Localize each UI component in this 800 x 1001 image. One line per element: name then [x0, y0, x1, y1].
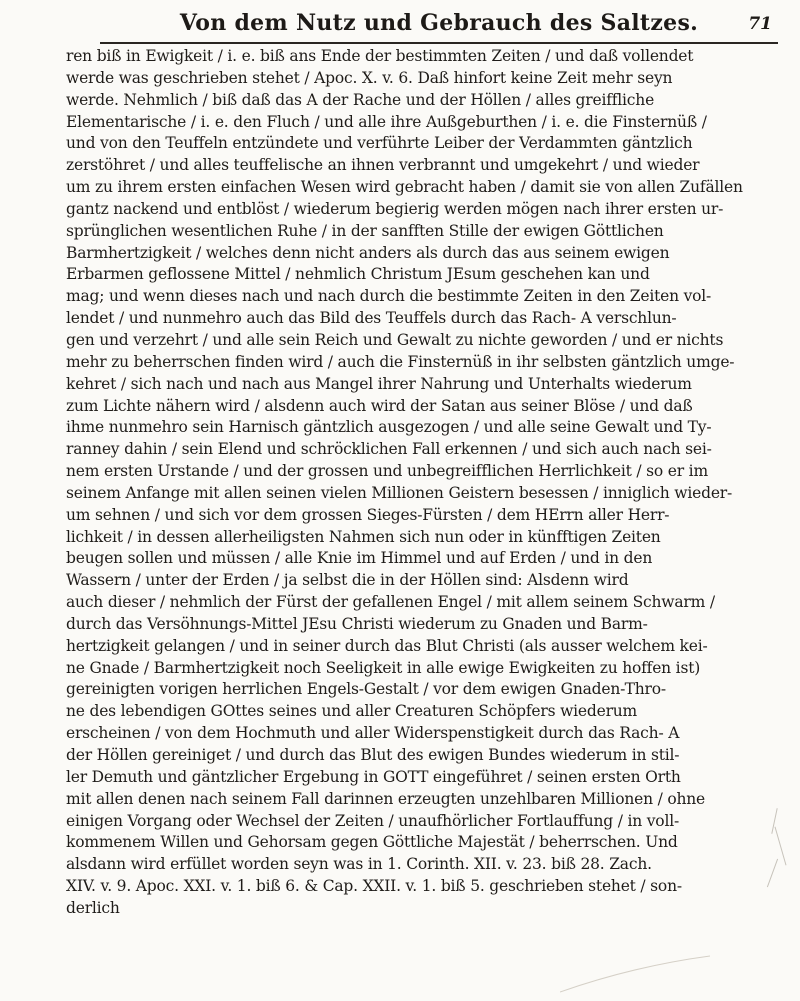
text-line: werde was geschrieben stehet / Apoc. X. v. 6. Daß hinfort keine Zeit mehr seyn: [66, 68, 673, 87]
text-line: beugen sollen und müssen / alle Knie im Himmel und auf Erden / und in den: [66, 549, 653, 568]
text-line: gereinigten vorigen herrlichen Engels-Gestalt / vor dem ewigen Gnaden-Thro-: [66, 680, 666, 699]
text-line: Elementarische / i. e. den Fluch / und alle ihre Außgeburthen / i. e. die Finsternüß /: [66, 112, 707, 131]
text-line: lichkeit / in dessen allerheiligsten Nahmen sich nun oder in künfftigen Zeiten: [66, 527, 661, 546]
text-line: kehret / sich nach und nach aus Mangel ihrer Nahrung und Unterhalts wiederum: [66, 374, 692, 393]
text-line: seinem Anfange mit allen seinen vielen Millionen Geistern besessen / inniglich wieder-: [66, 483, 733, 502]
text-line: ihme nunmehro sein Harnisch gäntzlich ausgezogen / und alle seine Gewalt und Ty-: [66, 418, 712, 437]
text-line: auch dieser / nehmlich der Fürst der gefallenen Engel / mit allem seinem Schwarm /: [66, 593, 715, 612]
text-line: nem ersten Urstande / und der grossen und unbegreifflichen Herrlichkeit / so er im: [66, 462, 708, 481]
text-line: mag; und wenn dieses nach und nach durch die bestimmte Zeiten in den Zeiten vol-: [66, 287, 712, 306]
text-line: um sehnen / und sich vor dem grossen Sieges-Fürsten / dem HErrn aller Herr-: [66, 505, 670, 524]
text-line: lendet / und nunmehro auch das Bild des Teuffels durch das Rach- A verschlun-: [66, 309, 677, 328]
margin-mark: [768, 808, 794, 892]
text-line: erscheinen / von dem Hochmuth und aller Widerspenstigkeit durch das Rach- A: [66, 724, 680, 743]
text-line: kommenem Willen und Gehorsam gegen Göttliche Majestät / beherrschen. Und: [66, 833, 678, 852]
text-line: mit allen denen nach seinem Fall darinnen erzeugten unzehlbaren Millionen / ohne: [66, 789, 706, 808]
text-line: hertzigkeit gelangen / und in seiner durch das Blut Christi (als ausser welchem kei-: [66, 636, 708, 655]
text-line: zum Lichte nähern wird / alsdenn auch wird der Satan aus seiner Blöse / und daß: [66, 396, 693, 415]
text-line: alsdann wird erfüllet worden seyn was in 1. Corinth. XII. v. 23. biß 28. Zach.: [66, 855, 652, 874]
text-line: gen und verzehrt / und alle sein Reich und Gewalt zu nichte geworden / und er nichts: [66, 330, 724, 349]
text-line: derlich: [66, 898, 120, 917]
body-text: [66, 46, 786, 920]
text-line: ne des lebendigen GOttes seines und aller Creaturen Schöpfers wiederum: [66, 702, 638, 721]
text-line: einigen Vorgang oder Wechsel der Zeiten / unaufhörlicher Fortlauffung / in voll-: [66, 811, 679, 830]
text-line: und von den Teuffeln entzündete und verführte Leiber der Verdammten gäntzlich: [66, 134, 693, 153]
text-line: ne Gnade / Barmhertzigkeit noch Seeligkeit in alle ewige Ewigkeiten zu hoffen ist): [66, 658, 701, 677]
text-line: Erbarmen geflossene Mittel / nehmlich Christum JEsum geschehen kan und: [66, 265, 650, 284]
text-line: ren biß in Ewigkeit / i. e. biß ans Ende der bestimmten Zeiten / und daß vollendet: [66, 47, 694, 65]
text-line: durch das Versöhnungs-Mittel JEsu Christi wiederum zu Gnaden und Barm-: [66, 614, 648, 633]
text-line: ranney dahin / sein Elend und schröcklichen Fall erkennen / und sich auch nach sei-: [66, 440, 712, 459]
text-line: werde. Nehmlich / biß daß das A der Rache und der Höllen / alles greiffliche: [66, 90, 655, 109]
text-line: um zu ihrem ersten einfachen Wesen wird gebracht haben / damit sie von allen Zufällen: [66, 178, 743, 197]
text-line: Barmhertzigkeit / welches denn nicht anders als durch das aus seinem ewigen: [66, 243, 670, 262]
page-number: 71: [748, 14, 772, 34]
page-header: [100, 6, 778, 44]
text-line: der Höllen gereiniget / und durch das Blut des ewigen Bundes wiederum in stil-: [66, 746, 680, 764]
running-title: Von dem Nutz und Gebrauch des Saltzes.: [179, 10, 699, 36]
header-rule: [100, 42, 778, 44]
text-line: Wassern / unter der Erden / ja selbst die in der Höllen sind: Alsdenn wird: [66, 571, 629, 590]
text-line: gantz nackend und entblöst / wiederum begierig werden mögen nach ihrer ersten ur-: [66, 199, 724, 218]
text-line: mehr zu beherrschen finden wird / auch die Finsternüß in ihr selbsten gäntzlich umge-: [66, 352, 735, 371]
text-line: zerstöhret / und alles teuffelische an ihnen verbrannt und umgekehrt / und wieder: [66, 156, 700, 175]
text-line: ler Demuth und gäntzlicher Ergebung in GOTT eingeführet / seinen ersten Orth: [66, 767, 681, 786]
pen-stroke: [560, 930, 750, 1000]
text-line: XIV. v. 9. Apoc. XXI. v. 1. biß 6. & Cap. XXII. v. 1. biß 5. geschrieben stehet / son-: [66, 877, 682, 896]
text-line: sprünglichen wesentlichen Ruhe / in der sanfften Stille der ewigen Göttlichen: [66, 221, 664, 240]
